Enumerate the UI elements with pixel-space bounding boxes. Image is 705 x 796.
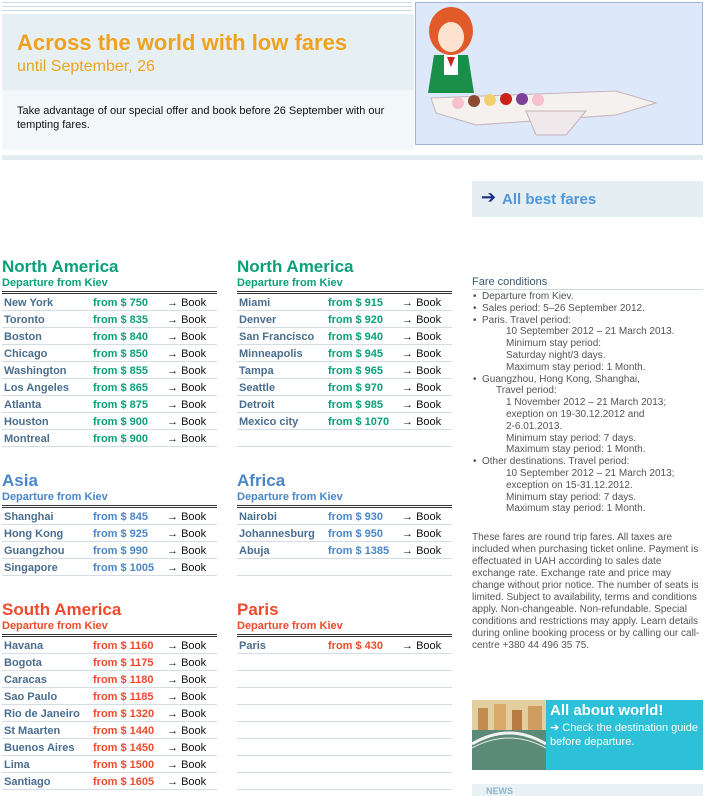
destination-city: Paris	[239, 640, 266, 652]
fare-price: from $ 1185	[93, 691, 154, 703]
condition-detail: Minimum stay period: 7 days.	[506, 491, 637, 503]
destination-city: New York	[4, 297, 54, 309]
book-link[interactable]: → Book	[167, 365, 207, 377]
arrow-right-icon: →	[402, 297, 413, 309]
condition-detail: 1 November 2012 – 21 March 2013;	[506, 397, 667, 409]
condition-detail: Maximum stay period: 1 Month.	[506, 361, 646, 373]
book-link[interactable]: → Book	[167, 382, 207, 394]
arrow-right-icon: →	[402, 382, 413, 394]
fare-row	[2, 396, 217, 413]
condition-detail: Maximum stay period: 1 Month.	[506, 444, 646, 456]
destination-city: Minneapolis	[239, 348, 303, 360]
book-link[interactable]: → Book	[167, 562, 207, 574]
promo-title: All about world!	[550, 702, 664, 719]
departure-label: Departure from Kiev	[237, 277, 343, 289]
fare-row	[237, 311, 452, 328]
fare-row	[2, 345, 217, 362]
book-link[interactable]: → Book	[167, 433, 207, 445]
destination-city: Denver	[239, 314, 277, 326]
destination-city: Toronto	[4, 314, 45, 326]
book-link[interactable]: → Book	[167, 691, 207, 703]
fare-row	[2, 688, 217, 705]
book-link[interactable]: → Book	[167, 640, 207, 652]
fare-row	[2, 671, 217, 688]
fare-row	[237, 294, 452, 311]
departure-label: Departure from Kiev	[2, 491, 108, 503]
fare-price: from $ 1320	[93, 708, 155, 720]
fare-price: from $ 950	[328, 528, 384, 540]
fare-conditions-text: These fares are round trip fares. All taxes are included when purchasing ticket online. Payment is effectuated in UAH according to sales date exchange rate. Exchange rate and price may change without prior notice. The number of seats is limited. Subject to availability, terms and conditions apply. Non-changeable. Non-refundable. Special conditions and restrictions may apply. Learn details during online booking process or by calling our call-centre +380 44 496 35 75.	[472, 532, 700, 651]
destination-city: Miami	[239, 297, 271, 309]
empty-row	[237, 671, 452, 688]
fare-row	[237, 413, 452, 430]
book-link[interactable]: → Book	[402, 528, 442, 540]
destination-city: Guangzhou	[4, 545, 65, 557]
book-link[interactable]: → Book	[167, 297, 207, 309]
header-stripe	[2, 2, 412, 3]
arrow-right-icon: ➔	[550, 722, 563, 734]
book-link[interactable]: → Book	[167, 725, 207, 737]
fare-row	[2, 739, 217, 756]
condition-detail: Travel period:	[496, 385, 557, 397]
destination-city: Chicago	[4, 348, 48, 360]
fare-row	[237, 345, 452, 362]
destination-guide-promo[interactable]	[472, 700, 703, 770]
book-link[interactable]: → Book	[167, 314, 207, 326]
book-link[interactable]: → Book	[167, 331, 207, 343]
book-link[interactable]: → Book	[167, 399, 207, 411]
empty-row	[237, 688, 452, 705]
destination-city: Hong Kong	[4, 528, 64, 540]
arrow-right-icon: →	[167, 365, 178, 377]
departure-label: Departure from Kiev	[2, 277, 108, 289]
condition-detail: Minimum stay period: 7 days.	[506, 432, 637, 444]
fare-row	[2, 413, 217, 430]
fare-price: from $ 845	[93, 511, 149, 523]
fare-price: from $ 1175	[93, 657, 154, 669]
arrow-right-icon: →	[167, 562, 178, 574]
empty-row	[237, 430, 452, 447]
fare-price: from $ 865	[93, 382, 149, 394]
arrow-right-icon: →	[167, 759, 178, 771]
fare-row	[2, 756, 217, 773]
fare-row	[237, 637, 452, 654]
region-paris	[237, 600, 452, 790]
news-label: NEWS	[486, 786, 513, 796]
book-link[interactable]: → Book	[402, 365, 442, 377]
banner-divider	[2, 155, 703, 160]
arrow-right-icon: →	[402, 331, 413, 343]
arrow-right-icon: →	[402, 416, 413, 428]
fare-conditions-title: Fare conditions	[472, 276, 703, 290]
arrow-right-icon: →	[167, 433, 178, 445]
empty-row	[237, 739, 452, 756]
destination-city: Abuja	[239, 545, 270, 557]
destination-city: Seattle	[239, 382, 276, 394]
fare-row	[2, 525, 217, 542]
fare-row	[237, 328, 452, 345]
arrow-right-icon: →	[167, 416, 178, 428]
destination-city: Sao Paulo	[4, 691, 58, 703]
condition-item: • Guangzhou, Hong Kong, Shanghai, Travel period: 1 November 2012 – 21 March 2013; exeption on 19-30.12.2012 and 2-6.01.2013. Minimum stay period: 7 days. Maximum stay period: 1 Month.	[472, 374, 703, 457]
fare-price: from $ 920	[328, 314, 384, 326]
banner-illustration	[415, 2, 703, 145]
arrow-right-icon: →	[167, 640, 178, 652]
destination-city: Caracas	[4, 674, 47, 686]
arrow-right-icon: →	[402, 545, 413, 557]
arrow-right-icon: →	[167, 297, 178, 309]
fare-price: from $ 840	[93, 331, 149, 343]
fare-row	[2, 542, 217, 559]
condition-item: • Other destinations. Travel period: 10 September 2012 – 21 March 2013; exception on 15-31.12.2012. Minimum stay period: 7 days. Maximum stay period: 1 Month.	[472, 456, 703, 515]
fare-row	[2, 559, 217, 576]
destination-city: Detroit	[239, 399, 275, 411]
fare-price: from $ 855	[93, 365, 149, 377]
arrow-right-icon: →	[167, 708, 178, 720]
header-stripe	[2, 10, 412, 11]
book-link[interactable]: → Book	[402, 331, 442, 343]
fare-price: from $ 875	[93, 399, 149, 411]
promo-text[interactable]: ➔ Check the destination guide before departure.	[550, 722, 699, 748]
book-link[interactable]: → Book	[402, 314, 442, 326]
region-name: Paris	[237, 600, 279, 619]
fare-price: from $ 1160	[93, 640, 154, 652]
empty-row	[237, 654, 452, 671]
fare-row	[2, 508, 217, 525]
fare-row	[237, 508, 452, 525]
condition-detail: 10 September 2012 – 21 March 2013.	[506, 326, 675, 338]
destination-city: Santiago	[4, 776, 51, 788]
fare-price: from $ 835	[93, 314, 149, 326]
fare-price: from $ 970	[328, 382, 384, 394]
arrow-right-icon: →	[402, 399, 413, 411]
book-link[interactable]: → Book	[402, 640, 442, 652]
fare-row	[2, 705, 217, 722]
arrow-right-icon: →	[167, 674, 178, 686]
fare-price: from $ 945	[328, 348, 384, 360]
fare-row	[237, 525, 452, 542]
banner-description-box	[2, 90, 414, 150]
region-name: South America	[2, 600, 122, 619]
fare-price: from $ 990	[93, 545, 149, 557]
all-best-fares-link[interactable]	[472, 181, 703, 217]
fare-row	[2, 637, 217, 654]
destination-city: Washington	[4, 365, 67, 377]
region-asia	[2, 471, 217, 576]
fare-row	[237, 362, 452, 379]
fare-price: from $ 1070	[328, 416, 390, 428]
book-link[interactable]: → Book	[167, 742, 207, 754]
news-header[interactable]	[472, 784, 703, 796]
condition-detail: exeption on 19-30.12.2012 and	[506, 408, 645, 420]
empty-row	[237, 773, 452, 790]
promo-banner	[2, 14, 414, 150]
fare-price: from $ 430	[328, 640, 384, 652]
destination-city: Tampa	[239, 365, 274, 377]
fare-row	[2, 722, 217, 739]
arrow-right-icon: →	[167, 657, 178, 669]
empty-row	[237, 722, 452, 739]
destination-city: Buenos Aires	[4, 742, 75, 754]
destination-city: Los Angeles	[4, 382, 69, 394]
destination-city: Montreal	[4, 433, 50, 445]
empty-row	[237, 705, 452, 722]
fare-conditions-list	[472, 291, 703, 515]
fare-price: from $ 1500	[93, 759, 155, 771]
fare-row	[237, 542, 452, 559]
fare-price: from $ 1005	[93, 562, 155, 574]
arrow-right-icon: →	[402, 348, 413, 360]
bridge-icon	[472, 700, 546, 770]
book-link[interactable]: → Book	[167, 759, 207, 771]
book-link[interactable]: → Book	[167, 776, 207, 788]
fare-price: from $ 925	[93, 528, 149, 540]
fare-price: from $ 915	[328, 297, 384, 309]
destination-city: Havana	[4, 640, 44, 652]
book-link[interactable]: → Book	[167, 348, 207, 360]
book-link[interactable]: → Book	[402, 297, 442, 309]
departure-label: Departure from Kiev	[237, 620, 343, 632]
arrow-right-icon: →	[167, 742, 178, 754]
destination-city: Atlanta	[4, 399, 42, 411]
book-link[interactable]: → Book	[167, 511, 207, 523]
fare-price: from $ 900	[93, 416, 149, 428]
condition-detail: 10 September 2012 – 21 March 2013;	[506, 467, 675, 479]
condition-detail: Maximum stay period: 1 Month.	[506, 503, 646, 515]
region-north-america-1	[2, 257, 217, 447]
fare-price: from $ 900	[93, 433, 149, 445]
fare-price: from $ 930	[328, 511, 384, 523]
all-best-fares-label: All best fares	[502, 191, 597, 208]
fare-price: from $ 1450	[93, 742, 155, 754]
fare-price: from $ 1440	[93, 725, 155, 737]
condition-item: • Paris. Travel period: 10 September 2012 – 21 March 2013. Minimum stay period: Saturday night/3 days. Maximum stay period: 1 Month.	[472, 315, 703, 374]
book-link[interactable]: → Book	[402, 416, 442, 428]
condition-detail: exception on 15-31.12.2012.	[506, 479, 633, 491]
book-link[interactable]: → Book	[402, 399, 442, 411]
departure-label: Departure from Kiev	[237, 491, 343, 503]
destination-city: Boston	[4, 331, 42, 343]
region-south-america	[2, 600, 217, 790]
arrow-right-icon: →	[167, 348, 178, 360]
arrow-right-icon: ➔	[481, 187, 497, 207]
arrow-right-icon: →	[167, 331, 178, 343]
fare-row	[2, 773, 217, 790]
arrow-right-icon: →	[402, 314, 413, 326]
book-link[interactable]: → Book	[402, 545, 442, 557]
fare-price: from $ 1180	[93, 674, 154, 686]
arrow-right-icon: →	[167, 725, 178, 737]
city-bridge-photo	[472, 700, 546, 770]
condition-item: • Departure from Kiev.	[472, 291, 703, 303]
fare-row	[2, 311, 217, 328]
arrow-right-icon: →	[402, 365, 413, 377]
arrow-right-icon: →	[167, 314, 178, 326]
fare-row	[237, 379, 452, 396]
departure-label: Departure from Kiev	[2, 620, 108, 632]
empty-row	[237, 559, 452, 576]
fare-row	[2, 430, 217, 447]
arrow-right-icon: →	[167, 545, 178, 557]
condition-detail: Minimum stay period:	[506, 338, 602, 350]
book-link[interactable]: → Book	[167, 657, 207, 669]
arrow-right-icon: →	[402, 528, 413, 540]
region-name: Africa	[237, 471, 286, 490]
book-link[interactable]: → Book	[402, 511, 442, 523]
destination-city: San Francisco	[239, 331, 315, 343]
arrow-right-icon: →	[167, 776, 178, 788]
destination-city: Lima	[4, 759, 30, 771]
header-stripe	[2, 6, 412, 7]
fare-row	[237, 396, 452, 413]
condition-detail: Saturday night/3 days.	[506, 349, 606, 361]
arrow-right-icon: →	[402, 511, 413, 523]
arrow-right-icon: →	[167, 528, 178, 540]
fare-price: from $ 750	[93, 297, 149, 309]
fare-row	[2, 654, 217, 671]
fare-row	[2, 294, 217, 311]
region-name: North America	[2, 257, 119, 276]
fare-price: from $ 940	[328, 331, 384, 343]
banner-title: Across the world with low fares	[17, 30, 348, 55]
destination-city: Houston	[4, 416, 49, 428]
book-link[interactable]: → Book	[167, 528, 207, 540]
empty-row	[237, 756, 452, 773]
destination-city: Shanghai	[4, 511, 54, 523]
book-link[interactable]: → Book	[167, 416, 207, 428]
region-name: Asia	[2, 471, 38, 490]
destination-city: St Maarten	[4, 725, 61, 737]
arrow-right-icon: →	[167, 691, 178, 703]
region-name: North America	[237, 257, 354, 276]
fare-price: from $ 1605	[93, 776, 155, 788]
destination-city: Nairobi	[239, 511, 277, 523]
fare-price: from $ 1385	[328, 545, 390, 557]
arrow-right-icon: →	[402, 640, 413, 652]
destination-city: Rio de Janeiro	[4, 708, 80, 720]
destination-city: Mexico city	[239, 416, 299, 428]
condition-detail: 2-6.01.2013.	[506, 420, 563, 432]
book-link[interactable]: → Book	[167, 708, 207, 720]
fare-price: from $ 850	[93, 348, 149, 360]
region-north-america-2	[237, 257, 452, 447]
fare-price: from $ 965	[328, 365, 384, 377]
arrow-right-icon: →	[167, 399, 178, 411]
destination-city: Bogota	[4, 657, 42, 669]
arrow-right-icon: →	[167, 511, 178, 523]
fare-row	[2, 379, 217, 396]
fare-price: from $ 985	[328, 399, 384, 411]
book-link[interactable]: → Book	[402, 348, 442, 360]
destination-city: Singapore	[4, 562, 58, 574]
arrow-right-icon: →	[167, 382, 178, 394]
book-link[interactable]: → Book	[167, 545, 207, 557]
waitress-with-cakes-illustration	[416, 3, 703, 145]
book-link[interactable]: → Book	[167, 674, 207, 686]
book-link[interactable]: → Book	[402, 382, 442, 394]
region-africa	[237, 471, 452, 576]
fare-row	[2, 328, 217, 345]
banner-description: Take advantage of our special offer and book before 26 September with our tempting fares.	[17, 105, 385, 131]
banner-subtitle: until September, 26	[17, 58, 155, 75]
condition-item: • Sales period: 5–26 September 2012.	[472, 303, 703, 315]
fare-row	[2, 362, 217, 379]
destination-city: Johannesburg	[239, 528, 315, 540]
